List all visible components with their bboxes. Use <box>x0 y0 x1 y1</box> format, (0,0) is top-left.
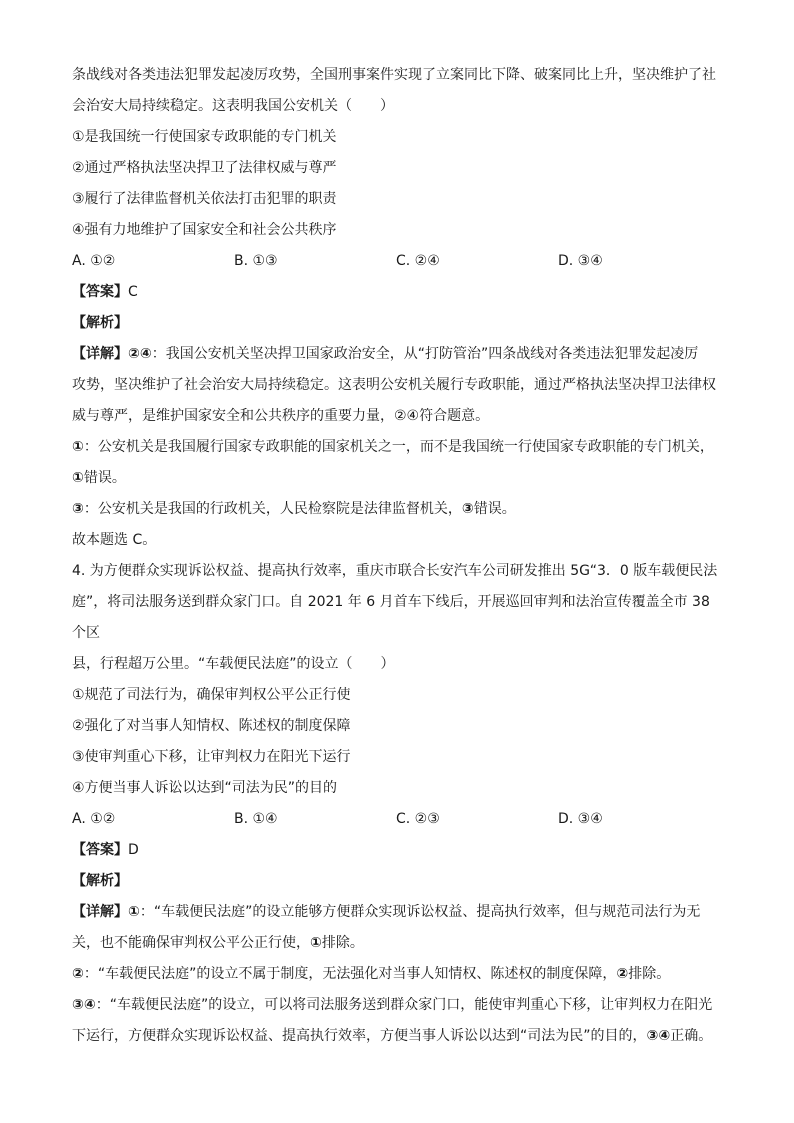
q4-detail-3-cont: 下运行，方便群众实现诉讼权益、提高执行效率，方便当事人诉讼以达到“司法为民”的目的，③④正确。 <box>72 1028 713 1044</box>
q3-detail-1-cont: 攻势，坚决维护了社会治安大局持续稳定。这表明公安机关履行专政职能，通过严格执法坚决捍卫法律权 <box>72 377 716 393</box>
q3-detail-1: 【详解】②④：我国公安机关坚决捍卫国家政治安全，从“打防管治”四条战线对各类违法犯罪发起凌厉 <box>72 346 699 362</box>
q4-stem-line: 庭”，将司法服务送到群众家门口。自 2021 年 6 月首车下线后，开展巡回审判和法治宣传覆盖全市 38 个区 <box>72 594 710 641</box>
q4-detail-1-cont: 关，也不能确保审判权公平公正行使，①排除。 <box>72 935 364 951</box>
q3-choice: ①是我国统一行使国家专政职能的专门机关 <box>72 129 337 145</box>
q4-stem-line: 县，行程超万公里。“车载便民法庭”的设立（ ） <box>72 656 395 672</box>
q4-detail-2: ②：“车载便民法庭”的设立不属于制度，无法强化对当事人知情权、陈述权的制度保障，②排除。 <box>72 966 671 982</box>
q3-detail-2: ①：公安机关是我国履行国家专政职能的国家机关之一，而不是我国统一行使国家专政职能的专门机关， <box>72 439 714 455</box>
q3-answer <box>72 277 727 308</box>
q3-detail-3: ③：公安机关是我国的行政机关，人民检察院是法律监督机关，③错误。 <box>72 501 516 517</box>
q4-detail-label: 【详解】 <box>72 904 128 920</box>
document-content <box>72 60 727 1052</box>
q4-stem-line: 4. 为方便群众实现诉讼权益、提高执行效率，重庆市联合长安汽车公司研发推出 5G“3．0 版车载便民法 <box>72 563 718 579</box>
q4-option-a: A. ①② <box>72 811 116 827</box>
q4-option-b: B. ①④ <box>234 811 278 827</box>
q4-answer-label: 【答案】 <box>72 842 128 858</box>
q4-answer <box>72 835 727 866</box>
q4-analysis-label: 【解析】 <box>72 873 128 889</box>
q3-answer-label: 【答案】 <box>72 284 128 300</box>
q3-option-b: B. ①③ <box>234 253 278 269</box>
q3-detail-label: 【详解】 <box>72 346 128 362</box>
q3-detail-2-cont: ①错误。 <box>72 470 126 486</box>
q3-analysis-label: 【解析】 <box>72 315 128 331</box>
q3-stem-line: 会治安大局持续稳定。这表明我国公安机关（ ） <box>72 98 394 114</box>
q4-detail-1: 【详解】①：“车载便民法庭”的设立能够方便群众实现诉讼权益、提高执行效率，但与规范司法行为无 <box>72 904 701 920</box>
q4-choice: ①规范了司法行为，确保审判权公平公正行使 <box>72 687 351 703</box>
q4-detail-3: ③④：“车载便民法庭”的设立，可以将司法服务送到群众家门口，能使审判重心下移，让审判权力在阳光 <box>72 997 713 1013</box>
q3-conclusion: 故本题选 C。 <box>72 532 157 548</box>
q4-option-d: D. ③④ <box>558 811 603 827</box>
q4-choice: ④方便当事人诉讼以达到“司法为民”的目的 <box>72 780 338 796</box>
q4-answer-value: D <box>128 842 139 858</box>
q3-option-c: C. ②④ <box>396 253 440 269</box>
q3-choice: ②通过严格执法坚决捍卫了法律权威与尊严 <box>72 160 337 176</box>
q3-detail-1-cont: 威与尊严，是维护国家安全和公共秩序的重要力量，②④符合题意。 <box>72 408 490 424</box>
q3-stem-line: 条战线对各类违法犯罪发起凌厉攻势，全国刑事案件实现了立案同比下降、破案同比上升，坚决维护了社 <box>72 67 716 83</box>
q3-choice: ④强有力地维护了国家安全和社会公共秩序 <box>72 222 337 238</box>
q3-answer-value: C <box>128 284 138 300</box>
q4-option-c: C. ②③ <box>396 811 440 827</box>
q3-choice: ③履行了法律监督机关依法打击犯罪的职责 <box>72 191 337 207</box>
q4-choice: ②强化了对当事人知情权、陈述权的制度保障 <box>72 718 351 734</box>
q3-option-d: D. ③④ <box>558 253 603 269</box>
q3-option-a: A. ①② <box>72 253 116 269</box>
q4-options <box>72 804 727 835</box>
q4-choice: ③使审判重心下移，让审判权力在阳光下运行 <box>72 749 351 765</box>
q3-options <box>72 246 727 277</box>
